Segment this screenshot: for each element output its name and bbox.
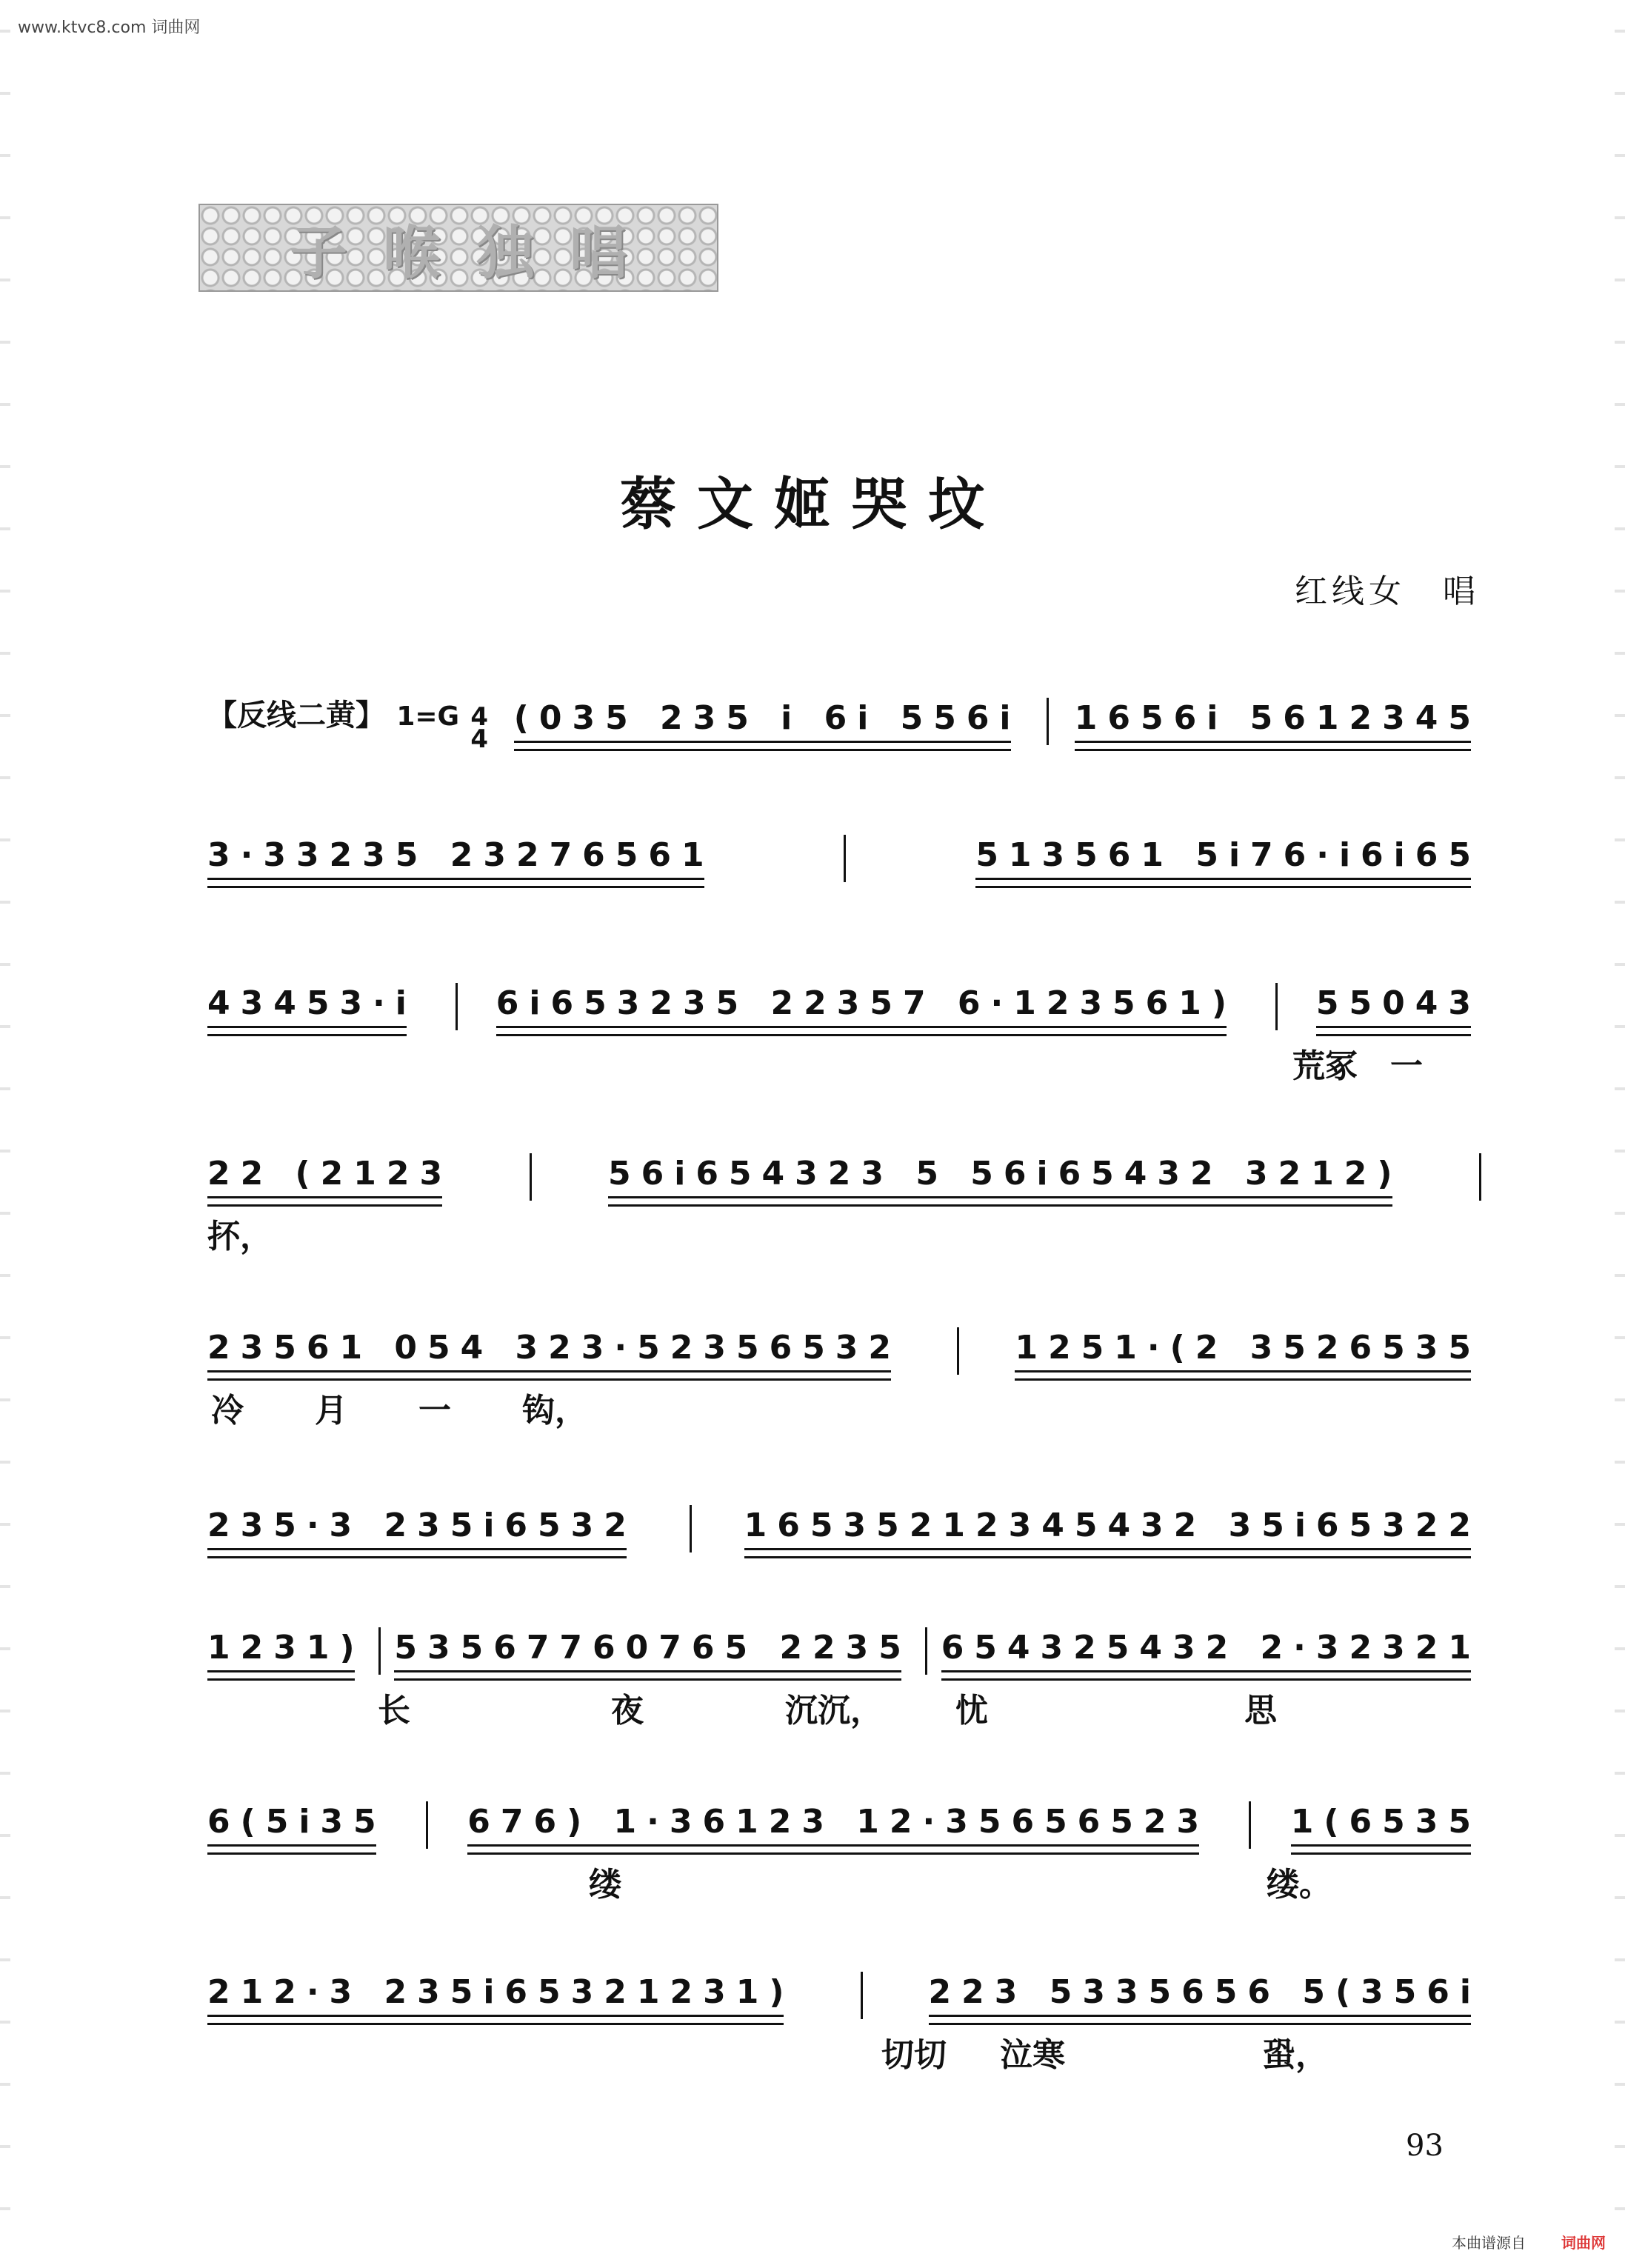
score-system-7 (207, 1626, 1481, 1737)
note-group: 56i654323 5 56i65432 3212) (608, 1152, 1403, 1202)
note-group: 654325432 2·32321 (941, 1626, 1481, 1676)
key-signature: 1=G (396, 701, 460, 732)
barline (378, 1627, 381, 1675)
mode-label: 【反线二黄】 (207, 698, 385, 733)
note-group: 1251·(2 3526535 (1015, 1326, 1481, 1376)
lyric: 思 (1244, 1692, 1277, 1730)
lyric: 钩， (522, 1392, 587, 1430)
lyric: 缕。 (1267, 1866, 1332, 1904)
lyric: 月 (315, 1392, 347, 1430)
barline (456, 983, 458, 1030)
barline (1249, 1801, 1251, 1849)
notation-row (207, 833, 1481, 884)
lyric: 抔， (207, 1218, 273, 1255)
lyrics-row (207, 1858, 1481, 1902)
lyrics-row (207, 1384, 1481, 1428)
lyrics-row (207, 1210, 1481, 1254)
note-group: 1(6535 (1291, 1800, 1481, 1850)
notation-row (207, 1504, 1481, 1554)
notation-row (207, 981, 1481, 1032)
lyric: 切切 (881, 2036, 947, 2074)
notation-row (207, 1626, 1481, 1676)
lyric: 夜 (611, 1692, 644, 1730)
song-title: 蔡文姬哭坟 (620, 471, 1005, 537)
note-group: 1656i 5612345 (1075, 696, 1481, 747)
note-group: 6i653235 22357 6·123561) (496, 981, 1237, 1032)
barline (957, 1327, 959, 1375)
score-system-9 (207, 1970, 1481, 2081)
note-group: 22 (2123 (207, 1152, 453, 1202)
lyrics-row (207, 1684, 1481, 1728)
note-group: 223 5335656 5(356i (929, 1970, 1481, 2021)
note-group: 53567760765 2235 (394, 1626, 912, 1676)
note-group: 23561 054 323·52356532 (207, 1326, 901, 1376)
note-group: 16535212345432 35i65322 (744, 1504, 1481, 1554)
note-group: 6(5i35 (207, 1800, 387, 1850)
score-system-3 (207, 981, 1481, 1093)
lyric: 沉沉， (785, 1692, 883, 1730)
lyric: 蛩， (1263, 2036, 1328, 2074)
lyric: 冷 (211, 1392, 244, 1430)
lyric: 缕 (589, 1866, 621, 1904)
score-system-2 (207, 833, 1481, 937)
barline (530, 1153, 532, 1201)
notation-row (207, 1800, 1481, 1850)
lyric: 长 (378, 1692, 410, 1730)
note-group: 676) 1·36123 12·35656523 (467, 1800, 1209, 1850)
score-system-6 (207, 1504, 1481, 1607)
note-group: 235·3 235i6532 (207, 1504, 637, 1554)
note-group: 43453·i (207, 981, 417, 1032)
page-number: 93 (1406, 2129, 1444, 2163)
note-group: (035 235 i 6i 556i (514, 696, 1021, 747)
footer-logo[interactable]: 词曲网 (1561, 2234, 1606, 2252)
lyrics-row (207, 2028, 1481, 2072)
banner-label: 子喉独唱 (289, 219, 663, 287)
lyric: 荒冢 一 (1292, 1047, 1423, 1085)
note-group: 55043 (1316, 981, 1481, 1032)
score-system-5 (207, 1326, 1481, 1437)
lyrics-row (207, 1039, 1481, 1084)
notation-row (207, 1326, 1481, 1376)
left-margin-strip (0, 0, 10, 2268)
source-url: www.ktvc8.com 词曲网 (18, 19, 201, 37)
lyric: 泣寒 (1000, 2036, 1065, 2074)
barline (861, 1972, 863, 2019)
barline (844, 835, 846, 882)
barline (1479, 1153, 1481, 1201)
score-system-4 (207, 1152, 1481, 1263)
barline (1275, 983, 1278, 1030)
barline (426, 1801, 428, 1849)
meter-top: 4 (470, 702, 489, 732)
barline (1047, 698, 1049, 745)
notation-row (207, 1970, 1481, 2021)
barline (925, 1627, 927, 1675)
score-system-8 (207, 1800, 1481, 1911)
notation-row (207, 1152, 1481, 1202)
intro-marking (207, 693, 489, 754)
lyric: 一 (418, 1392, 451, 1430)
section-banner (198, 204, 718, 292)
meter-bottom: 4 (470, 724, 489, 754)
time-signature (470, 702, 489, 754)
note-group: 3·33235 23276561 (207, 833, 715, 884)
singer-credit: 红线女 唱 (1295, 573, 1480, 610)
footer-source: 本曲谱源自 (1452, 2234, 1526, 2252)
right-margin-strip (1615, 0, 1625, 2268)
barline (690, 1505, 692, 1552)
note-group: 513561 5i76·i6i65 (975, 833, 1481, 884)
lyric: 忧 (955, 1692, 988, 1730)
note-group: 212·3 235i65321231) (207, 1970, 794, 2021)
note-group: 1231) (207, 1626, 365, 1676)
score-system-1 (207, 693, 1481, 796)
notation-row (207, 693, 1481, 754)
